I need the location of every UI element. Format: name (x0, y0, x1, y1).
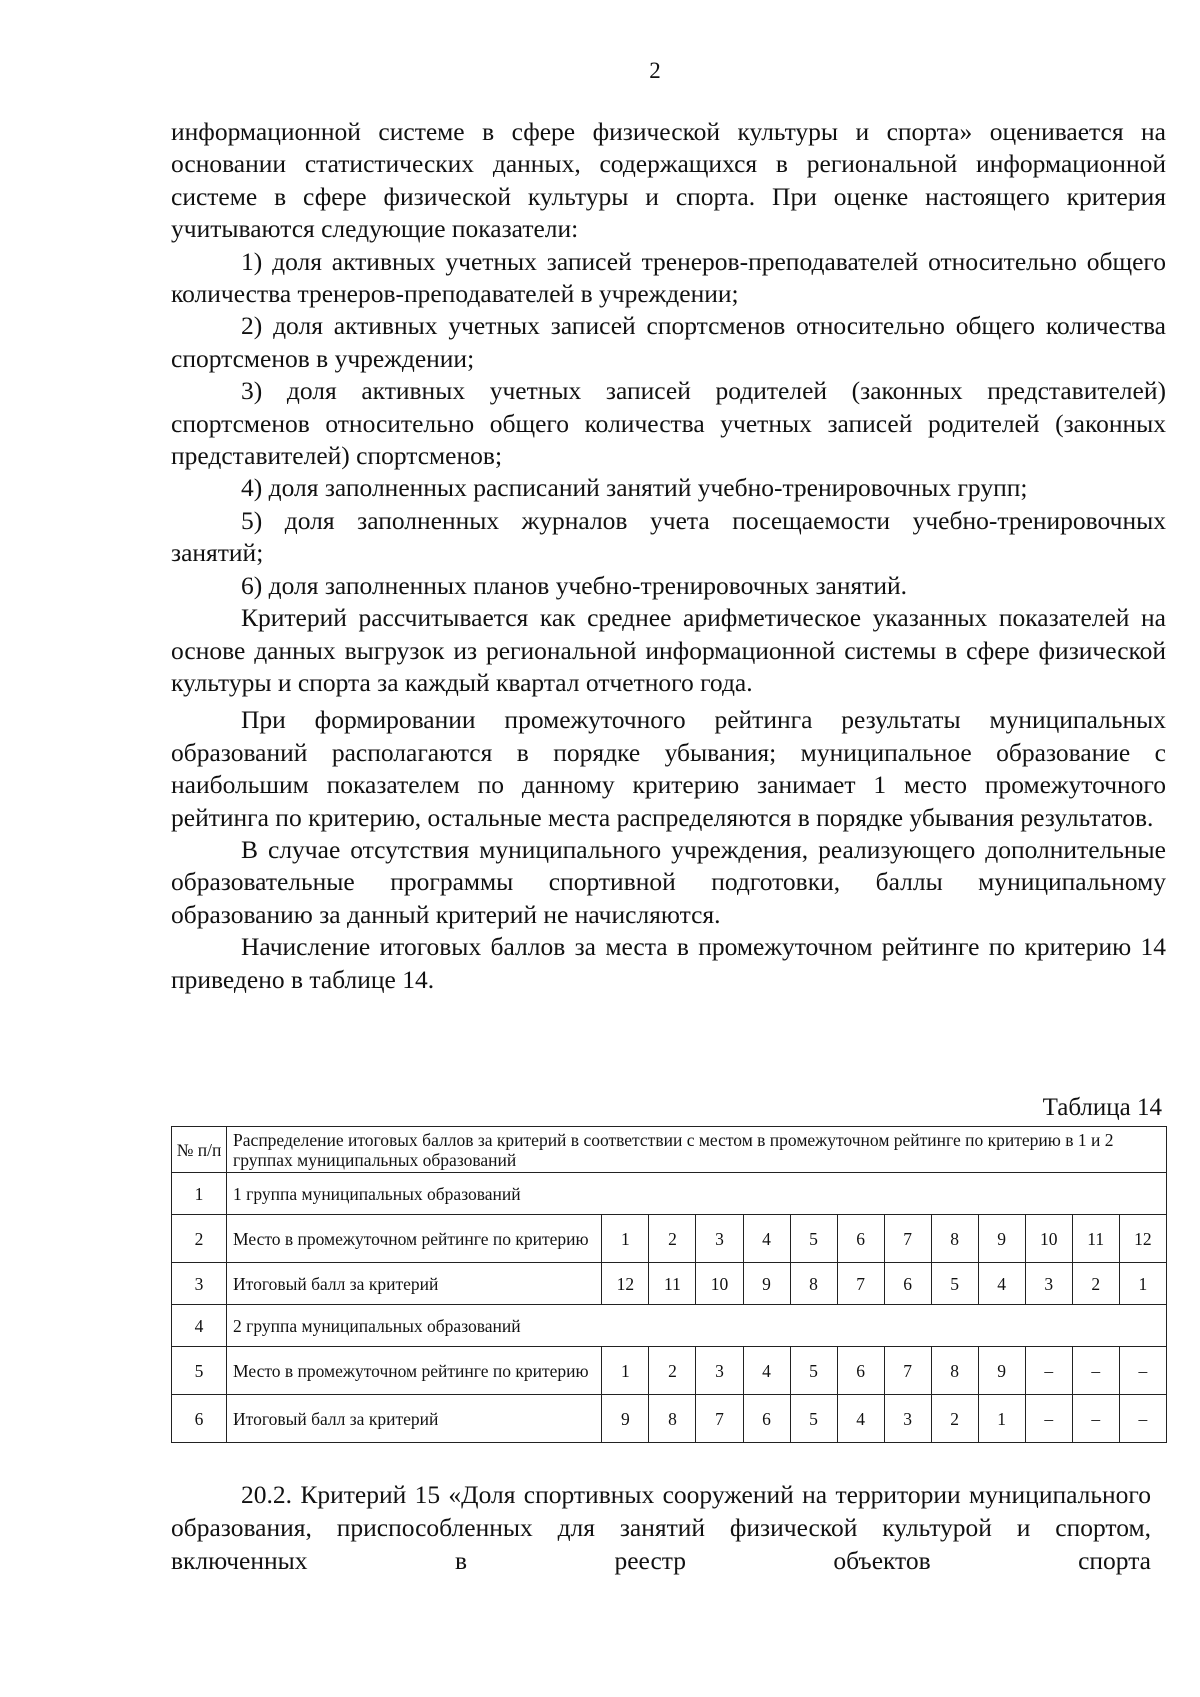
cell: 3 (884, 1395, 931, 1443)
list-item-1: 1) доля активных учетных записей тренеров-преподавателей относительно общего количества тренеров-преподавателей в учреждении; (171, 246, 1166, 309)
cell: 7 (837, 1263, 884, 1305)
row-label: Итоговый балл за критерий (227, 1395, 602, 1443)
cell: 9 (978, 1215, 1025, 1263)
page-number: 2 (649, 58, 661, 83)
table-row (172, 1395, 1167, 1443)
cell: 2 (649, 1215, 696, 1263)
cell: 12 (602, 1263, 649, 1305)
row-label: Место в промежуточном рейтинге по критерию (227, 1215, 602, 1263)
cell: 2 (931, 1395, 978, 1443)
cell: 8 (931, 1215, 978, 1263)
cell: 1 (602, 1215, 649, 1263)
table-row (172, 1173, 1167, 1215)
cell: 1 (1119, 1263, 1166, 1305)
cell: 5 (790, 1347, 837, 1395)
row-num: 5 (172, 1347, 227, 1395)
table-14 (171, 1126, 1167, 1443)
section-paragraph: 20.2. Критерий 15 «Доля спортивных сооружений на территории муниципального образования, приспособленных для занятий физической культурой и спортом, включенных в реестр объектов спорта (171, 1480, 1151, 1575)
table-row (172, 1347, 1167, 1395)
cell: 3 (696, 1215, 743, 1263)
row-num: 6 (172, 1395, 227, 1443)
list-item-3: 3) доля активных учетных записей родителей (законных представителей) спортсменов относительно общего количества учетных записей родителей (законных представителей) спортсменов; (171, 376, 1166, 471)
list-item-6: 6) доля заполненных планов учебно-тренировочных занятий. (241, 570, 908, 600)
cell: 2 (649, 1347, 696, 1395)
cell: 9 (743, 1263, 790, 1305)
cell: 7 (884, 1215, 931, 1263)
cell: – (1025, 1395, 1072, 1443)
cell: 3 (1025, 1263, 1072, 1305)
table-row (172, 1305, 1167, 1347)
cell: 5 (790, 1215, 837, 1263)
cell: 10 (1025, 1215, 1072, 1263)
table-row (172, 1263, 1167, 1305)
cell: 6 (837, 1215, 884, 1263)
paragraph: Начисление итоговых баллов за места в промежуточном рейтинге по критерию 14 приведено в таблице 14. (171, 932, 1166, 994)
cell: 4 (978, 1263, 1025, 1305)
cell: 5 (790, 1395, 837, 1443)
cell: 7 (696, 1395, 743, 1443)
cell: 6 (743, 1395, 790, 1443)
cell: – (1119, 1347, 1166, 1395)
cell: – (1025, 1347, 1072, 1395)
cell: 9 (978, 1347, 1025, 1395)
list-item-5: 5) доля заполненных журналов учета посещаемости учебно-тренировочных занятий; (171, 505, 1166, 568)
cell: 8 (649, 1395, 696, 1443)
table-header-row (172, 1127, 1167, 1173)
paragraph: Критерий рассчитывается как среднее арифметическое указанных показателей на основе данных выгрузок из региональной информационной системы в сфере физической культуры и спорта за каждый квартал отчетного года. (171, 603, 1166, 697)
row-label: Место в промежуточном рейтинге по критерию (227, 1347, 602, 1395)
paragraph: При формировании промежуточного рейтинга результаты муниципальных образований располагаются в порядке убывания; муниципальное образование с наибольшим показателем по данному критерию занимает 1 место промежуточного рейтинга по критерию, остальные места распределяются в порядке убывания результатов. (171, 705, 1166, 832)
cell: 1 (602, 1347, 649, 1395)
section-20-2 (171, 1478, 1151, 1577)
cell: 1 (978, 1395, 1025, 1443)
cell: 4 (743, 1215, 790, 1263)
cell: 6 (837, 1347, 884, 1395)
cell: 3 (696, 1347, 743, 1395)
cell: 6 (884, 1263, 931, 1305)
cell: – (1072, 1347, 1119, 1395)
cell: 9 (602, 1395, 649, 1443)
table-row (172, 1215, 1167, 1263)
cell: 8 (931, 1347, 978, 1395)
list-item-2: 2) доля активных учетных записей спортсменов относительно общего количества спортсменов в учреждении; (171, 311, 1166, 373)
cell: 11 (649, 1263, 696, 1305)
cell: 11 (1072, 1215, 1119, 1263)
cell: 4 (743, 1347, 790, 1395)
row-num: 2 (172, 1215, 227, 1263)
header-num: № п/п (172, 1127, 227, 1173)
cell: 7 (884, 1347, 931, 1395)
cell: 12 (1119, 1215, 1166, 1263)
cell: 4 (837, 1395, 884, 1443)
paragraph: В случае отсутствия муниципального учреждения, реализующего дополнительные образовательные программы спортивной подготовки, баллы муниципальному образованию за данный критерий не начисляются. (171, 834, 1166, 929)
row-num: 4 (172, 1305, 227, 1347)
cell: 8 (790, 1263, 837, 1305)
cell: – (1072, 1395, 1119, 1443)
header-title: Распределение итоговых баллов за критерий в соответствии с местом в промежуточном рейтинге по критерию в 1 и 2 группах муниципальных образований (227, 1127, 1167, 1173)
body-text (171, 116, 1166, 996)
row-num: 3 (172, 1263, 227, 1305)
cell: 5 (931, 1263, 978, 1305)
row-label: Итоговый балл за критерий (227, 1263, 602, 1305)
paragraph: информационной системе в сфере физической культуры и спорта» оценивается на основании статистических данных, содержащихся в региональной информационной системе в сфере физической культуры и спорта. При оценке настоящего критерия учитываются следующие показатели: (171, 117, 1166, 244)
row-num: 1 (172, 1173, 227, 1215)
list-item-4: 4) доля заполненных расписаний занятий учебно-тренировочных групп; (241, 473, 1028, 503)
group-label: 1 группа муниципальных образований (227, 1173, 1167, 1215)
cell: 2 (1072, 1263, 1119, 1305)
table-caption: Таблица 14 (1042, 1094, 1162, 1121)
cell: – (1119, 1395, 1166, 1443)
cell: 10 (696, 1263, 743, 1305)
group-label: 2 группа муниципальных образований (227, 1305, 1167, 1347)
